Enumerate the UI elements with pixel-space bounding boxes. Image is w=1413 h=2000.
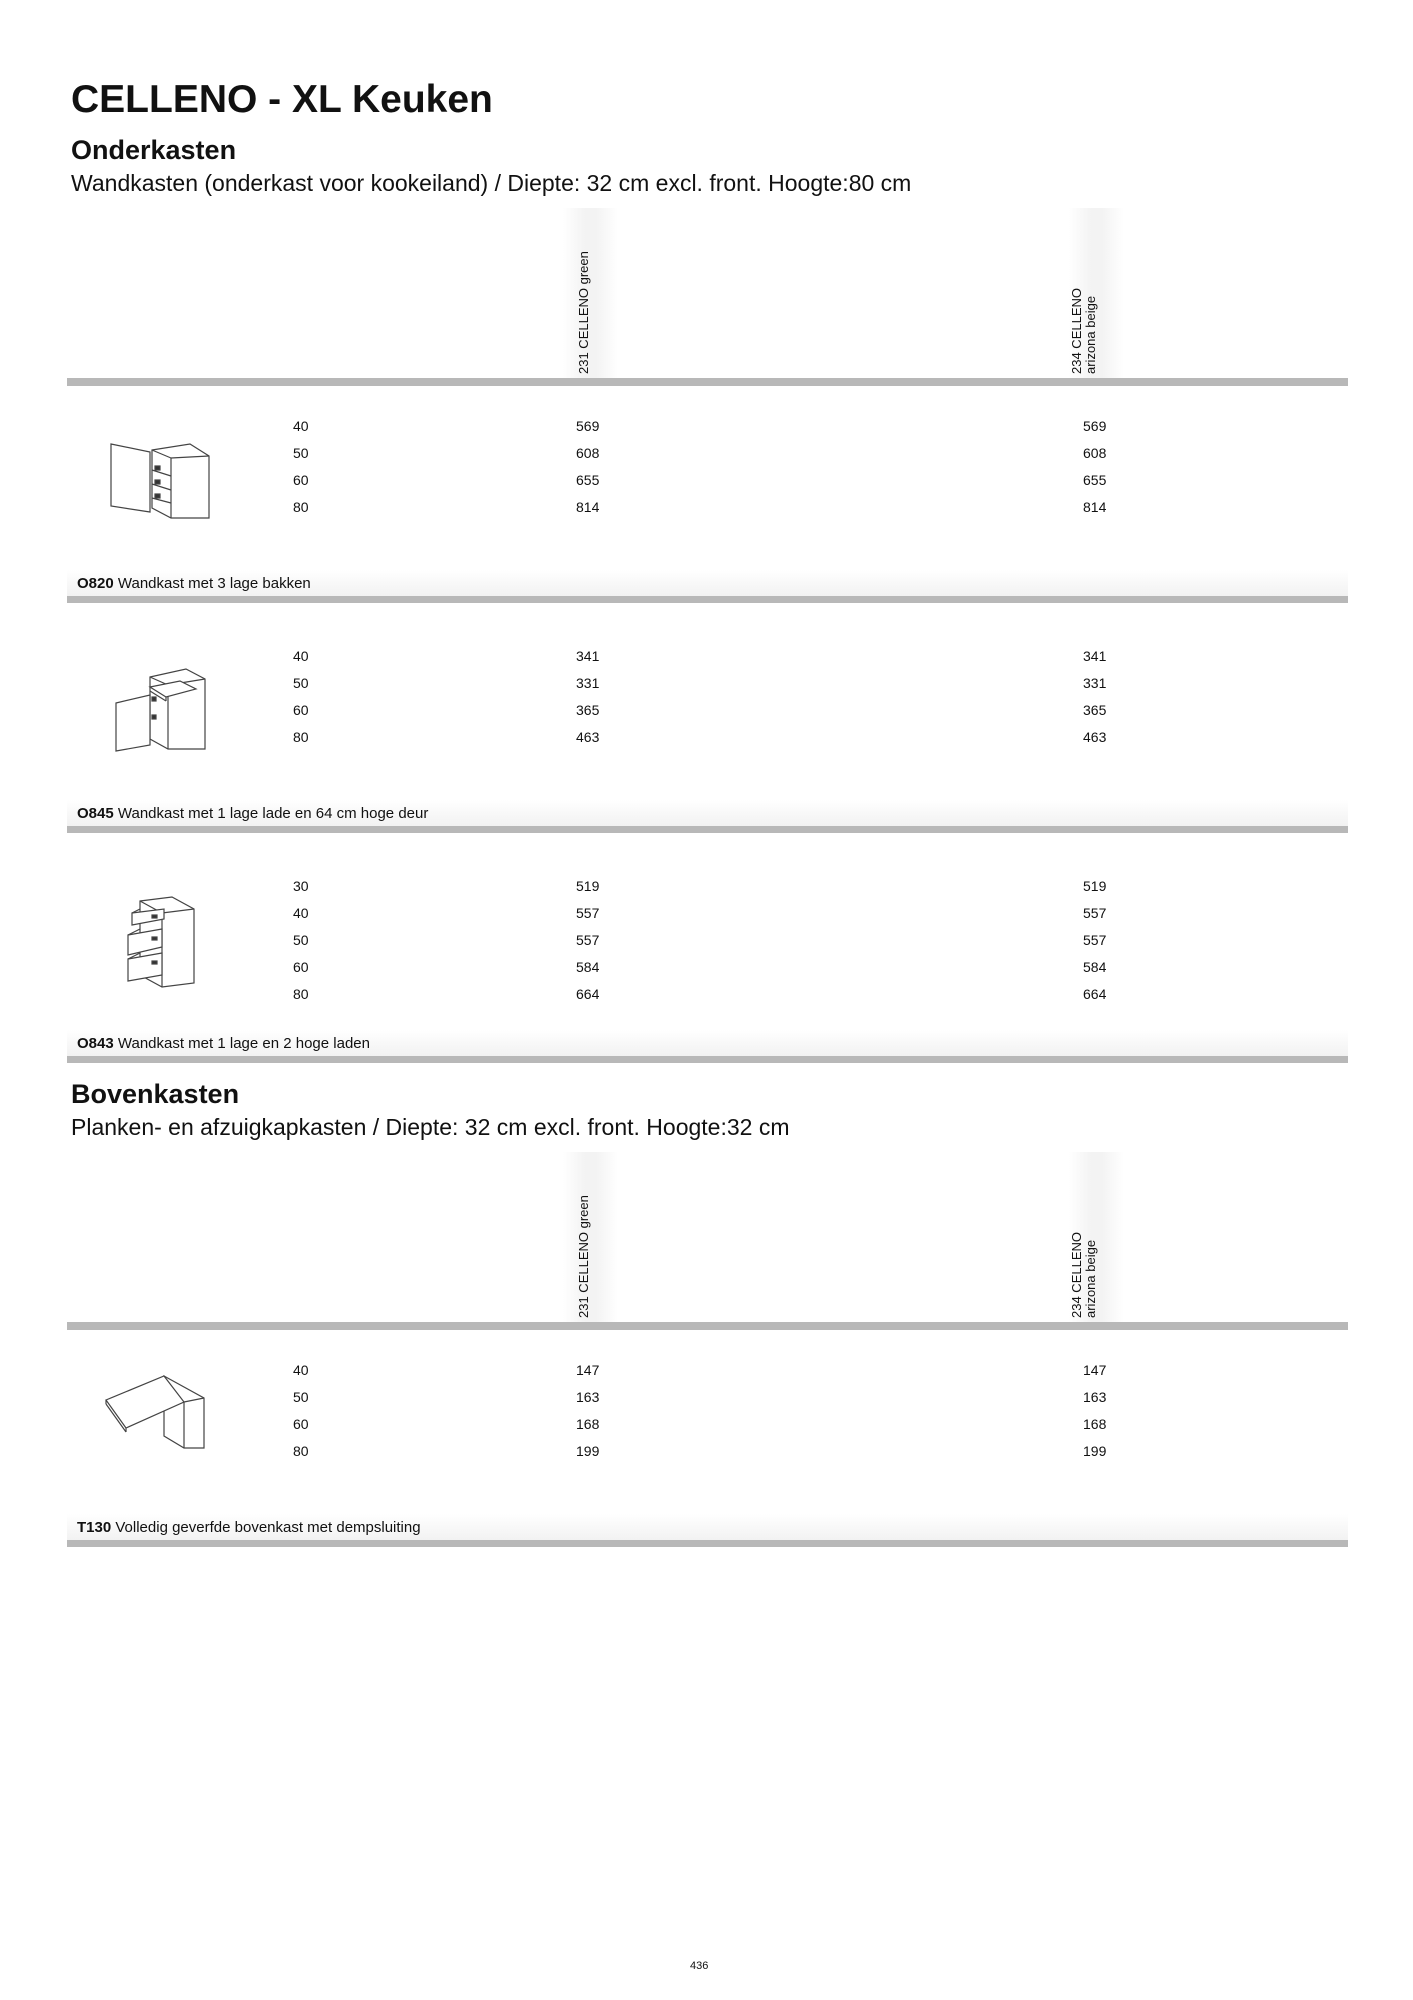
price-beige: 519 [1083, 878, 1107, 894]
column-header-beige-line1: 234 CELLENO [1068, 1232, 1084, 1318]
price-green: 331 [576, 675, 600, 691]
price-green: 199 [576, 1443, 600, 1459]
product-description: Wandkast met 3 lage bakken [117, 575, 311, 592]
page-number: 436 [690, 1960, 709, 1972]
size-value: 80 [293, 499, 309, 515]
page-title: CELLENO - XL Keuken [71, 78, 493, 121]
price-green: 341 [576, 648, 600, 664]
product-description: Volledig geverfde bovenkast met dempsluiting [115, 1519, 421, 1536]
price-green: 655 [576, 472, 600, 488]
header-divider [67, 378, 1348, 386]
price-beige: 557 [1083, 932, 1107, 948]
price-beige: 557 [1083, 905, 1107, 921]
size-value: 40 [293, 418, 309, 434]
column-header-green [563, 1152, 618, 1322]
section-subheading-onderkasten: Wandkasten (onderkast voor kookeiland) / Diepte: 32 cm excl. front. Hoogte:80 cm [71, 170, 912, 196]
product-caption [67, 1030, 1348, 1056]
size-value: 30 [293, 878, 309, 894]
product-code: O820 [77, 575, 114, 592]
product-divider [67, 1056, 1348, 1063]
product-description: Wandkast met 1 lage lade en 64 cm hoge deur [117, 805, 429, 822]
price-beige: 365 [1083, 702, 1107, 718]
header-divider [67, 1322, 1348, 1330]
price-beige: 341 [1083, 648, 1107, 664]
column-header-beige-line2: arizona beige [1082, 1239, 1098, 1318]
price-beige: 655 [1083, 472, 1107, 488]
size-value: 40 [293, 905, 309, 921]
price-green: 365 [576, 702, 600, 718]
product-description: Wandkast met 1 lage en 2 hoge laden [117, 1035, 370, 1052]
size-value: 60 [293, 959, 309, 975]
price-beige: 569 [1083, 418, 1107, 434]
column-header-beige-line2: arizona beige [1082, 295, 1098, 374]
price-beige: 199 [1083, 1443, 1107, 1459]
column-header-green-label: 231 CELLENO green [575, 1195, 591, 1318]
product-code: O845 [77, 805, 114, 822]
size-value: 80 [293, 729, 309, 745]
size-value: 60 [293, 472, 309, 488]
cabinet-3-drawers-icon [122, 895, 200, 990]
price-beige: 331 [1083, 675, 1107, 691]
section-subheading-bovenkasten: Planken- en afzuigkapkasten / Diepte: 32 cm excl. front. Hoogte:32 cm [71, 1114, 790, 1140]
price-green: 557 [576, 905, 600, 921]
size-value: 50 [293, 932, 309, 948]
size-value: 60 [293, 702, 309, 718]
price-beige: 147 [1083, 1362, 1107, 1378]
cabinet-drawer-door-icon [110, 665, 210, 753]
product-code: O843 [77, 1035, 114, 1052]
price-green: 569 [576, 418, 600, 434]
price-beige: 608 [1083, 445, 1107, 461]
price-green: 814 [576, 499, 600, 515]
size-value: 50 [293, 675, 309, 691]
price-beige: 664 [1083, 986, 1107, 1002]
wall-cabinet-flap-icon [104, 1372, 218, 1452]
section-heading-onderkasten: Onderkasten [71, 135, 237, 165]
price-green: 463 [576, 729, 600, 745]
section-heading-bovenkasten: Bovenkasten [71, 1079, 240, 1109]
size-value: 40 [293, 1362, 309, 1378]
price-green: 584 [576, 959, 600, 975]
price-green: 557 [576, 932, 600, 948]
column-header-beige-line1: 234 CELLENO [1068, 288, 1084, 374]
price-green: 608 [576, 445, 600, 461]
product-divider [67, 1540, 1348, 1547]
product-code: T130 [77, 1519, 112, 1536]
product-caption [67, 570, 1348, 596]
price-beige: 584 [1083, 959, 1107, 975]
cabinet-3-trays-icon [108, 440, 213, 522]
price-green: 163 [576, 1389, 600, 1405]
column-header-green [563, 208, 618, 378]
price-beige: 163 [1083, 1389, 1107, 1405]
column-header-green-label: 231 CELLENO green [575, 251, 591, 374]
price-beige: 463 [1083, 729, 1107, 745]
price-green: 147 [576, 1362, 600, 1378]
price-green: 168 [576, 1416, 600, 1432]
product-divider [67, 826, 1348, 833]
size-value: 40 [293, 648, 309, 664]
column-header-beige [1069, 1152, 1124, 1322]
price-green: 664 [576, 986, 600, 1002]
size-value: 50 [293, 445, 309, 461]
size-value: 80 [293, 986, 309, 1002]
size-value: 80 [293, 1443, 309, 1459]
product-caption [67, 800, 1348, 826]
price-beige: 168 [1083, 1416, 1107, 1432]
price-beige: 814 [1083, 499, 1107, 515]
size-value: 60 [293, 1416, 309, 1432]
price-green: 519 [576, 878, 600, 894]
column-header-beige [1069, 208, 1124, 378]
product-caption [67, 1514, 1348, 1540]
size-value: 50 [293, 1389, 309, 1405]
product-divider [67, 596, 1348, 603]
